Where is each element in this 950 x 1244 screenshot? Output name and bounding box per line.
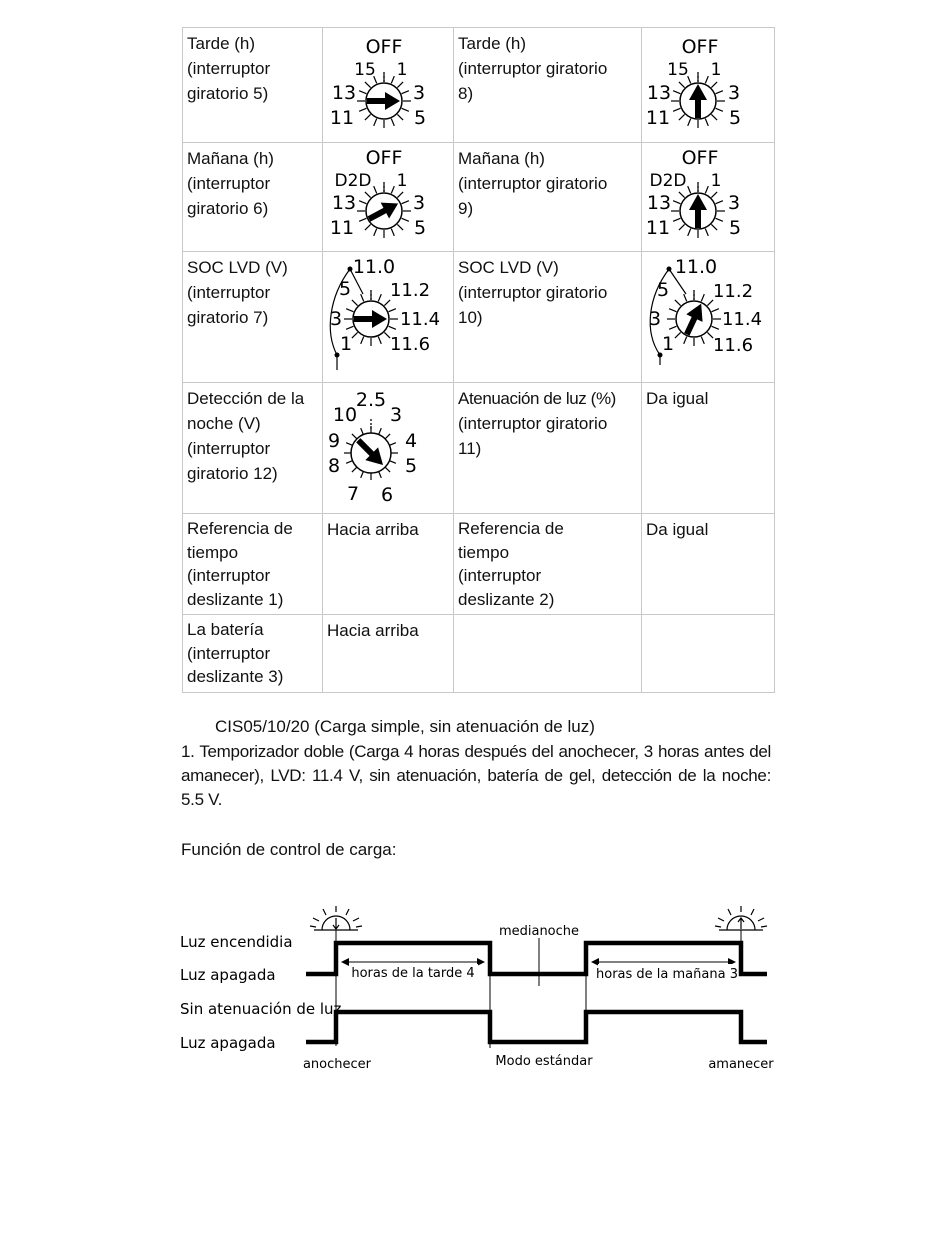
- label-line: (interruptor: [187, 566, 271, 585]
- rotary-switch-8-dial: [642, 28, 774, 142]
- dial-tick: [688, 119, 691, 126]
- label-line: Tarde (h): [458, 34, 527, 53]
- value-text: Da igual: [646, 389, 709, 408]
- evening-hours-label: horas de la tarde 4: [351, 966, 475, 981]
- dimming-waveform: [306, 1012, 767, 1042]
- dial-tick: [712, 309, 719, 312]
- dial-label: 4: [404, 430, 418, 452]
- label-line: 9): [458, 199, 474, 218]
- label-line: Referencia de: [187, 519, 293, 538]
- label-line: La batería: [187, 620, 264, 639]
- label-cell: [183, 252, 323, 383]
- dial-label: 5: [413, 107, 427, 129]
- dial-label: 11: [329, 217, 355, 239]
- dial-tick: [346, 309, 353, 312]
- dial-tick: [359, 108, 366, 111]
- rotary-switch-6-cell: [323, 143, 454, 252]
- dial-tick: [701, 337, 704, 344]
- value-text: Da igual: [646, 520, 709, 539]
- label-line: (interruptor: [187, 643, 271, 663]
- dial-label: 11.6: [389, 334, 431, 355]
- dial-tick: [352, 300, 358, 306]
- dial-label: 11.2: [712, 281, 754, 302]
- label-line: giratorio 7): [187, 308, 269, 327]
- dial-label: 1: [661, 333, 675, 355]
- dial-tick: [712, 326, 719, 329]
- empty-cell: [454, 615, 642, 693]
- dial-tick: [402, 201, 409, 204]
- label-cell: [454, 28, 642, 143]
- label-line: deslizante 1): [187, 589, 284, 609]
- dial-tick: [705, 76, 708, 83]
- dial-label: OFF: [365, 147, 403, 169]
- label-cell: [183, 143, 323, 252]
- dial-tick: [361, 294, 364, 301]
- dial-tick: [359, 218, 366, 221]
- dial-tick: [705, 229, 708, 236]
- dial-tick: [679, 192, 685, 198]
- label-line: (interruptor giratorio: [458, 59, 608, 78]
- dial-tick: [365, 192, 371, 198]
- dial-tick: [397, 192, 403, 198]
- label-line: (interruptor giratorio: [458, 414, 608, 433]
- rotary-switch-9-dial: [642, 143, 774, 251]
- dial-tick: [378, 294, 381, 301]
- dial-label: 3: [412, 82, 426, 104]
- dial-tick: [673, 108, 680, 111]
- dial-tick: [673, 218, 680, 221]
- label-line: (interruptor: [458, 566, 542, 585]
- dial-tick: [684, 337, 687, 344]
- dial-tick: [374, 186, 377, 193]
- rotary-switch-9-cell: [642, 143, 775, 252]
- label-line: tiempo: [187, 542, 239, 562]
- label-cell: [454, 252, 642, 383]
- label-line: 8): [458, 84, 474, 103]
- dial-tick: [365, 82, 371, 88]
- dial-label: 11.0: [352, 256, 396, 278]
- table-row: [183, 514, 775, 615]
- value-cell: [323, 615, 454, 693]
- label-cell: [454, 514, 642, 615]
- dial-tick: [359, 91, 366, 94]
- dial-tick: [679, 114, 685, 120]
- dial-label: 1: [339, 333, 353, 355]
- dial-tick: [675, 300, 681, 306]
- dial-label: 5: [728, 107, 742, 129]
- dial-label: D2D: [649, 171, 687, 191]
- label-cell: [454, 143, 642, 252]
- dial-label: 11.6: [712, 335, 754, 356]
- dial-label: 1: [396, 171, 408, 191]
- sunset-icon: [310, 906, 362, 930]
- dial-tick: [711, 114, 717, 120]
- dial-tick: [716, 108, 723, 111]
- standard-mode-label: Modo estándar: [495, 1054, 593, 1069]
- dial-label: 2.5: [355, 389, 387, 411]
- dial-tick: [684, 294, 687, 301]
- label-line: Referencia de: [458, 519, 564, 538]
- dial-tick: [365, 114, 371, 120]
- dial-label: 13: [331, 192, 357, 214]
- empty-cell: [642, 615, 775, 693]
- dial-tick: [402, 218, 409, 221]
- dial-tick: [361, 337, 364, 344]
- dial-tick: [705, 186, 708, 193]
- dial-label: 7: [346, 483, 360, 505]
- dial-tick: [391, 76, 394, 83]
- rotary-switch-5-cell: [323, 28, 454, 143]
- dial-label: 11.0: [674, 256, 718, 278]
- dial-tick: [352, 332, 358, 338]
- dial-tick: [397, 224, 403, 230]
- dial-tick: [669, 309, 676, 312]
- dial-tick: [701, 294, 704, 301]
- dial-tick: [402, 108, 409, 111]
- dial-label: 11: [645, 107, 671, 129]
- light-off-label-2: Luz apagada: [180, 1034, 276, 1052]
- dial-label: 5: [728, 217, 742, 239]
- label-cell: [183, 383, 323, 514]
- dial-label: 11.4: [399, 309, 441, 330]
- dial-label: D2D: [334, 171, 372, 191]
- midnight-label: medianoche: [498, 924, 580, 939]
- sunrise-icon: [715, 906, 767, 930]
- no-dimming-label: Sin atenuación de luz: [180, 1000, 342, 1018]
- label-line: (interruptor: [187, 174, 271, 193]
- dial-label: 8: [327, 455, 341, 477]
- dial-tick: [716, 218, 723, 221]
- rotary-switch-7-dial: [323, 252, 453, 382]
- dial-label: 11.4: [721, 309, 763, 330]
- dial-tick: [705, 119, 708, 126]
- label-line: SOC LVD (V): [458, 258, 559, 277]
- dial-label: 15: [354, 60, 376, 80]
- dial-tick: [716, 201, 723, 204]
- dial-label: 3: [727, 82, 741, 104]
- label-line: (interruptor giratorio: [458, 174, 608, 193]
- label-line: tiempo: [458, 542, 510, 562]
- dusk-label: anochecer: [302, 1057, 372, 1072]
- rotary-switch-10-cell: [642, 252, 775, 383]
- label-line: noche (V): [187, 414, 261, 433]
- function-title: Función de control de carga:: [181, 840, 397, 859]
- dial-label: 1: [710, 60, 722, 80]
- dial-label: 15: [667, 60, 689, 80]
- label-line: 10): [458, 308, 483, 327]
- dial-label: 1: [396, 60, 408, 80]
- label-line: deslizante 2): [458, 589, 555, 609]
- dial-tick: [397, 114, 403, 120]
- label-cell: [183, 28, 323, 143]
- rotary-switch-10-dial: [642, 252, 774, 382]
- table-row: [183, 252, 775, 383]
- dial-tick: [365, 224, 371, 230]
- dial-tick: [389, 309, 396, 312]
- label-line: 11): [458, 439, 482, 458]
- label-line: SOC LVD (V): [187, 258, 288, 277]
- label-line: deslizante 3): [187, 667, 284, 686]
- dial-tick: [716, 91, 723, 94]
- dial-label: 3: [727, 192, 741, 214]
- label-line: Mañana (h): [187, 149, 274, 168]
- timing-diagram: [170, 890, 780, 1080]
- dial-label: 5: [413, 217, 427, 239]
- dial-label: 9: [327, 430, 341, 452]
- dial-tick: [688, 229, 691, 236]
- settings-table: [182, 27, 775, 693]
- dial-tick: [679, 224, 685, 230]
- dial-tick: [679, 82, 685, 88]
- dial-label: 3: [389, 404, 403, 426]
- dial-label: 13: [331, 82, 357, 104]
- dial-label: 10: [332, 404, 358, 426]
- dial-tick: [374, 119, 377, 126]
- rotary-switch-5-dial: [323, 28, 453, 142]
- table-row: [183, 28, 775, 143]
- dial-tick: [711, 82, 717, 88]
- rotary-switch-8-cell: [642, 28, 775, 143]
- dial-tick: [688, 186, 691, 193]
- dial-label: 11: [329, 107, 355, 129]
- label-cell: [183, 514, 323, 615]
- dial-tick: [391, 229, 394, 236]
- value-text: Hacia arriba: [327, 621, 419, 640]
- value-cell: [642, 383, 775, 514]
- rotary-switch-6-dial: [323, 143, 453, 251]
- label-cell: [454, 383, 642, 514]
- dawn-label: amanecer: [708, 1057, 774, 1072]
- dial-label: OFF: [365, 36, 403, 58]
- dial-label: OFF: [681, 36, 719, 58]
- dial-tick: [711, 224, 717, 230]
- label-line: Mañana (h): [458, 149, 545, 168]
- dial-label: 1: [710, 171, 722, 191]
- label-line: Atenuación de luz (%): [458, 389, 616, 408]
- dial-tick: [346, 326, 353, 329]
- light-on-label: Luz encendidia: [180, 933, 293, 951]
- label-cell: [183, 615, 323, 693]
- configuration-paragraph: 1. Temporizador doble (Carga 4 horas después del anochecer, 3 horas antes del amanecer), LVD: 11.4 V, sin atenuación, batería de gel, detección de la noche: 5.5 V.: [181, 742, 771, 809]
- dial-tick: [673, 201, 680, 204]
- dial-tick: [391, 186, 394, 193]
- morning-hours-label: horas de la mañana 3: [596, 967, 738, 982]
- dial-tick: [397, 82, 403, 88]
- dial-tick: [374, 229, 377, 236]
- table-row: [183, 383, 775, 514]
- label-line: Tarde (h): [187, 34, 256, 53]
- dial-tick: [359, 201, 366, 204]
- table-row: [183, 143, 775, 252]
- rotary-switch-12-dial: [323, 383, 453, 513]
- label-line: (interruptor: [187, 283, 271, 302]
- value-text: Hacia arriba: [327, 520, 419, 539]
- value-cell: [323, 514, 454, 615]
- dial-label: 5: [404, 455, 418, 477]
- label-line: Detección de la: [187, 389, 305, 408]
- label-line: giratorio 6): [187, 199, 269, 218]
- dial-label: 3: [329, 308, 343, 330]
- label-line: (interruptor: [187, 439, 271, 458]
- value-cell: [642, 514, 775, 615]
- label-line: (interruptor: [187, 59, 271, 78]
- rotary-switch-12-cell: [323, 383, 454, 514]
- dial-label: 11.2: [389, 280, 431, 301]
- label-line: giratorio 5): [187, 84, 269, 103]
- table-row: [183, 615, 775, 693]
- dial-tick: [711, 192, 717, 198]
- dial-label: 11: [645, 217, 671, 239]
- dial-label: 13: [646, 82, 672, 104]
- dial-label: 3: [648, 308, 662, 330]
- dial-label: 13: [646, 192, 672, 214]
- dial-tick: [391, 119, 394, 126]
- dial-label: 5: [656, 279, 670, 301]
- dial-tick: [378, 337, 381, 344]
- light-off-label: Luz apagada: [180, 966, 276, 984]
- rotary-switch-7-cell: [323, 252, 454, 383]
- dial-tick: [669, 326, 676, 329]
- label-line: giratorio 12): [187, 464, 278, 483]
- label-line: (interruptor giratorio: [458, 283, 608, 302]
- dial-tick: [673, 91, 680, 94]
- dial-label: 6: [380, 484, 394, 506]
- dial-label: 5: [338, 278, 352, 300]
- section-intro: CIS05/10/20 (Carga simple, sin atenuación de luz): [215, 717, 595, 736]
- dial-tick: [389, 326, 396, 329]
- dial-label: OFF: [681, 147, 719, 169]
- dial-tick: [402, 91, 409, 94]
- dial-label: 3: [412, 192, 426, 214]
- dial-tick: [675, 332, 681, 338]
